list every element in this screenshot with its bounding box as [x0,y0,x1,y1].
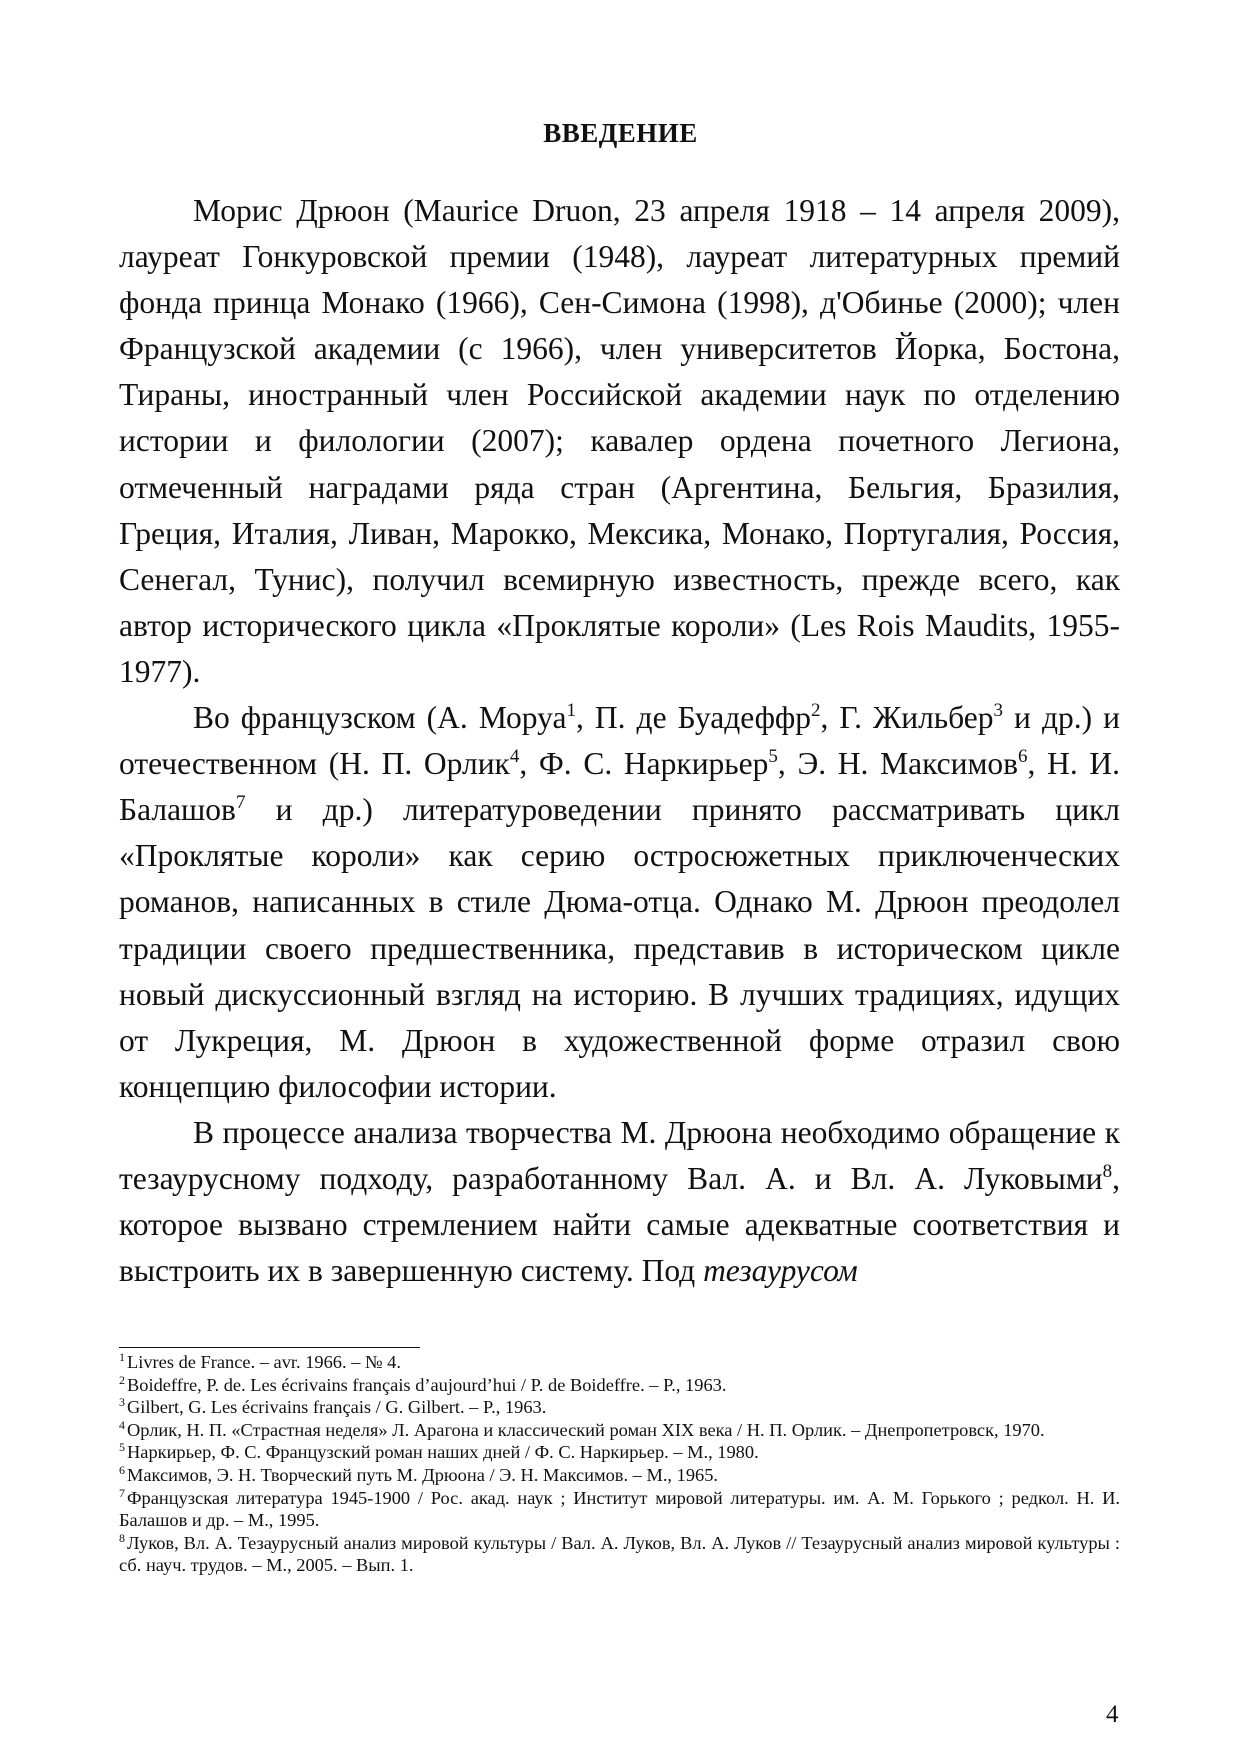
footnote-ref[interactable]: 4 [509,746,520,768]
footnote-ref[interactable]: 7 [235,792,246,814]
footnote-number: 6 [119,1462,125,1477]
footnote-text: Gilbert, G. Les écrivains français / G. Gilbert. – P., 1963. [127,1397,547,1418]
body-text [119,188,1120,1294]
footnote-divider [119,1347,420,1348]
paragraph-2-text: , Ф. С. Наркирьер [519,746,769,782]
footnote-text: Максимов, Э. Н. Творческий путь М. Дрюона / Э. Н. Максимов. – М., 1965. [127,1464,719,1485]
paragraph-2-text: и др.) литературоведении принято рассматривать цикл «Проклятые короли» как серию остросюжетных приключенческих романов, написанных в стиле Дюма-отца. Однако М. Дрюон преодолел традиции своего предшественника, представив в историческом цикле новый дискуссионный взгляд на историю. В лучших традициях, идущих от Лукреция, М. Дрюон в художественной форме отразил свою концепцию философии истории. [119,792,1120,1104]
paragraph-2-text: Во французском (А. Моруа [193,700,567,736]
paragraph-1: Морис Дрюон (Maurice Druon, 23 апреля 1918 – 14 апреля 2009), лауреат Гонкуровской премии (1948), лауреат литературных премий фонда принца Монако (1966), Сен-Симона (1998), д'Обинье (2000); член Французской академии (с 1966), член университетов Йорка, Бостона, Тираны, иностранный член Российской академии наук по отделению истории и филологии (2007); кавалер ордена почетного Легиона, отмеченный наградами ряда стран (Аргентина, Бельгия, Бразилия, Греция, Италия, Ливан, Марокко, Мексика, Монако, Португалия, Россия, Сенегал, Тунис), получил всемирную известность, прежде всего, как автор исторического цикла «Проклятые короли» (Les Rois Maudits, 1955-1977). [119,193,1120,689]
footnote-number: 1 [119,1350,125,1364]
page-number: 4 [1106,1701,1119,1728]
footnote [119,1351,1120,1374]
footnote [119,1396,1120,1419]
page-title: ВВЕДЕНИЕ [543,118,698,148]
emphasized-term: тезаурусом [703,1253,858,1289]
footnote-text: Livres de France. – avr. 1966. – № 4. [127,1352,401,1372]
paragraph-3-text: , которое вызвано стремлением найти самые адекватные соответствия и выстроить их в завершенную систему. Под [119,1160,1120,1289]
footnote-ref[interactable]: 8 [1102,1160,1113,1182]
footnote-text: Луков, Вл. А. Тезаурусный анализ мировой культуры / Вал. А. Луков, Вл. А. Луков // Тезаурусный анализ мировой культуры : сб. науч. трудов. – М., 2005. – Вып. 1. [119,1532,1120,1576]
paragraph-3 [119,1110,1120,1294]
footnote [119,1419,1120,1442]
footnote-number: 7 [119,1485,125,1500]
footnote-number: 2 [119,1372,125,1387]
footnote-number: 5 [119,1440,125,1455]
paragraph-2-text: , Г. Жильбер [820,700,994,736]
footnote [119,1532,1120,1577]
footnote-ref[interactable]: 5 [768,746,778,768]
footnote-text: Boideffre, P. de. Les écrivains français d’aujourd’hui / P. de Boideffre. – P., 1963. [127,1374,727,1395]
paragraph-3-text: В процессе анализа творчества М. Дрюона необходимо обращение к тезаурусному подходу, разработанному Вал. А. и Вл. А. Луковыми [119,1114,1120,1196]
footnote-number: 4 [119,1417,125,1432]
footnote-ref[interactable]: 6 [1018,746,1028,768]
footnote-text: Орлик, Н. П. «Страстная неделя» Л. Арагона и классический роман XIX века / Н. П. Орлик. – Днепропетровск, 1970. [127,1419,1045,1440]
footnote-ref[interactable]: 2 [811,700,821,722]
footnote [119,1374,1120,1397]
paragraph-2-text: , Н. И. Балашов [119,746,1120,828]
footnote [119,1441,1120,1464]
footnote-number: 8 [119,1530,125,1545]
paragraph-2-text: , Э. Н. Максимов [777,746,1019,782]
footnote-number: 3 [119,1395,125,1410]
paragraph-2 [119,695,1120,1110]
footnote-ref[interactable]: 3 [993,700,1004,722]
paragraph-2-text: , П. де Буадеффр [575,700,811,736]
footnote-text: Французская литература 1945-1900 / Рос. акад. наук ; Институт мировой литературы. им. А. М. Горького ; редкол. Н. И. Балашов и др. – М., 1995. [119,1487,1120,1531]
paragraph-2-text: и др.) и отечественном (Н. П. Орлик [119,700,1121,782]
footnote-text: Наркирьер, Ф. С. Французский роман наших дней / Ф. С. Наркирьер. – М., 1980. [127,1442,759,1463]
footnotes [119,1351,1120,1577]
footnote-ref[interactable]: 1 [566,700,576,722]
footnote [119,1487,1120,1532]
footnote [119,1464,1120,1487]
